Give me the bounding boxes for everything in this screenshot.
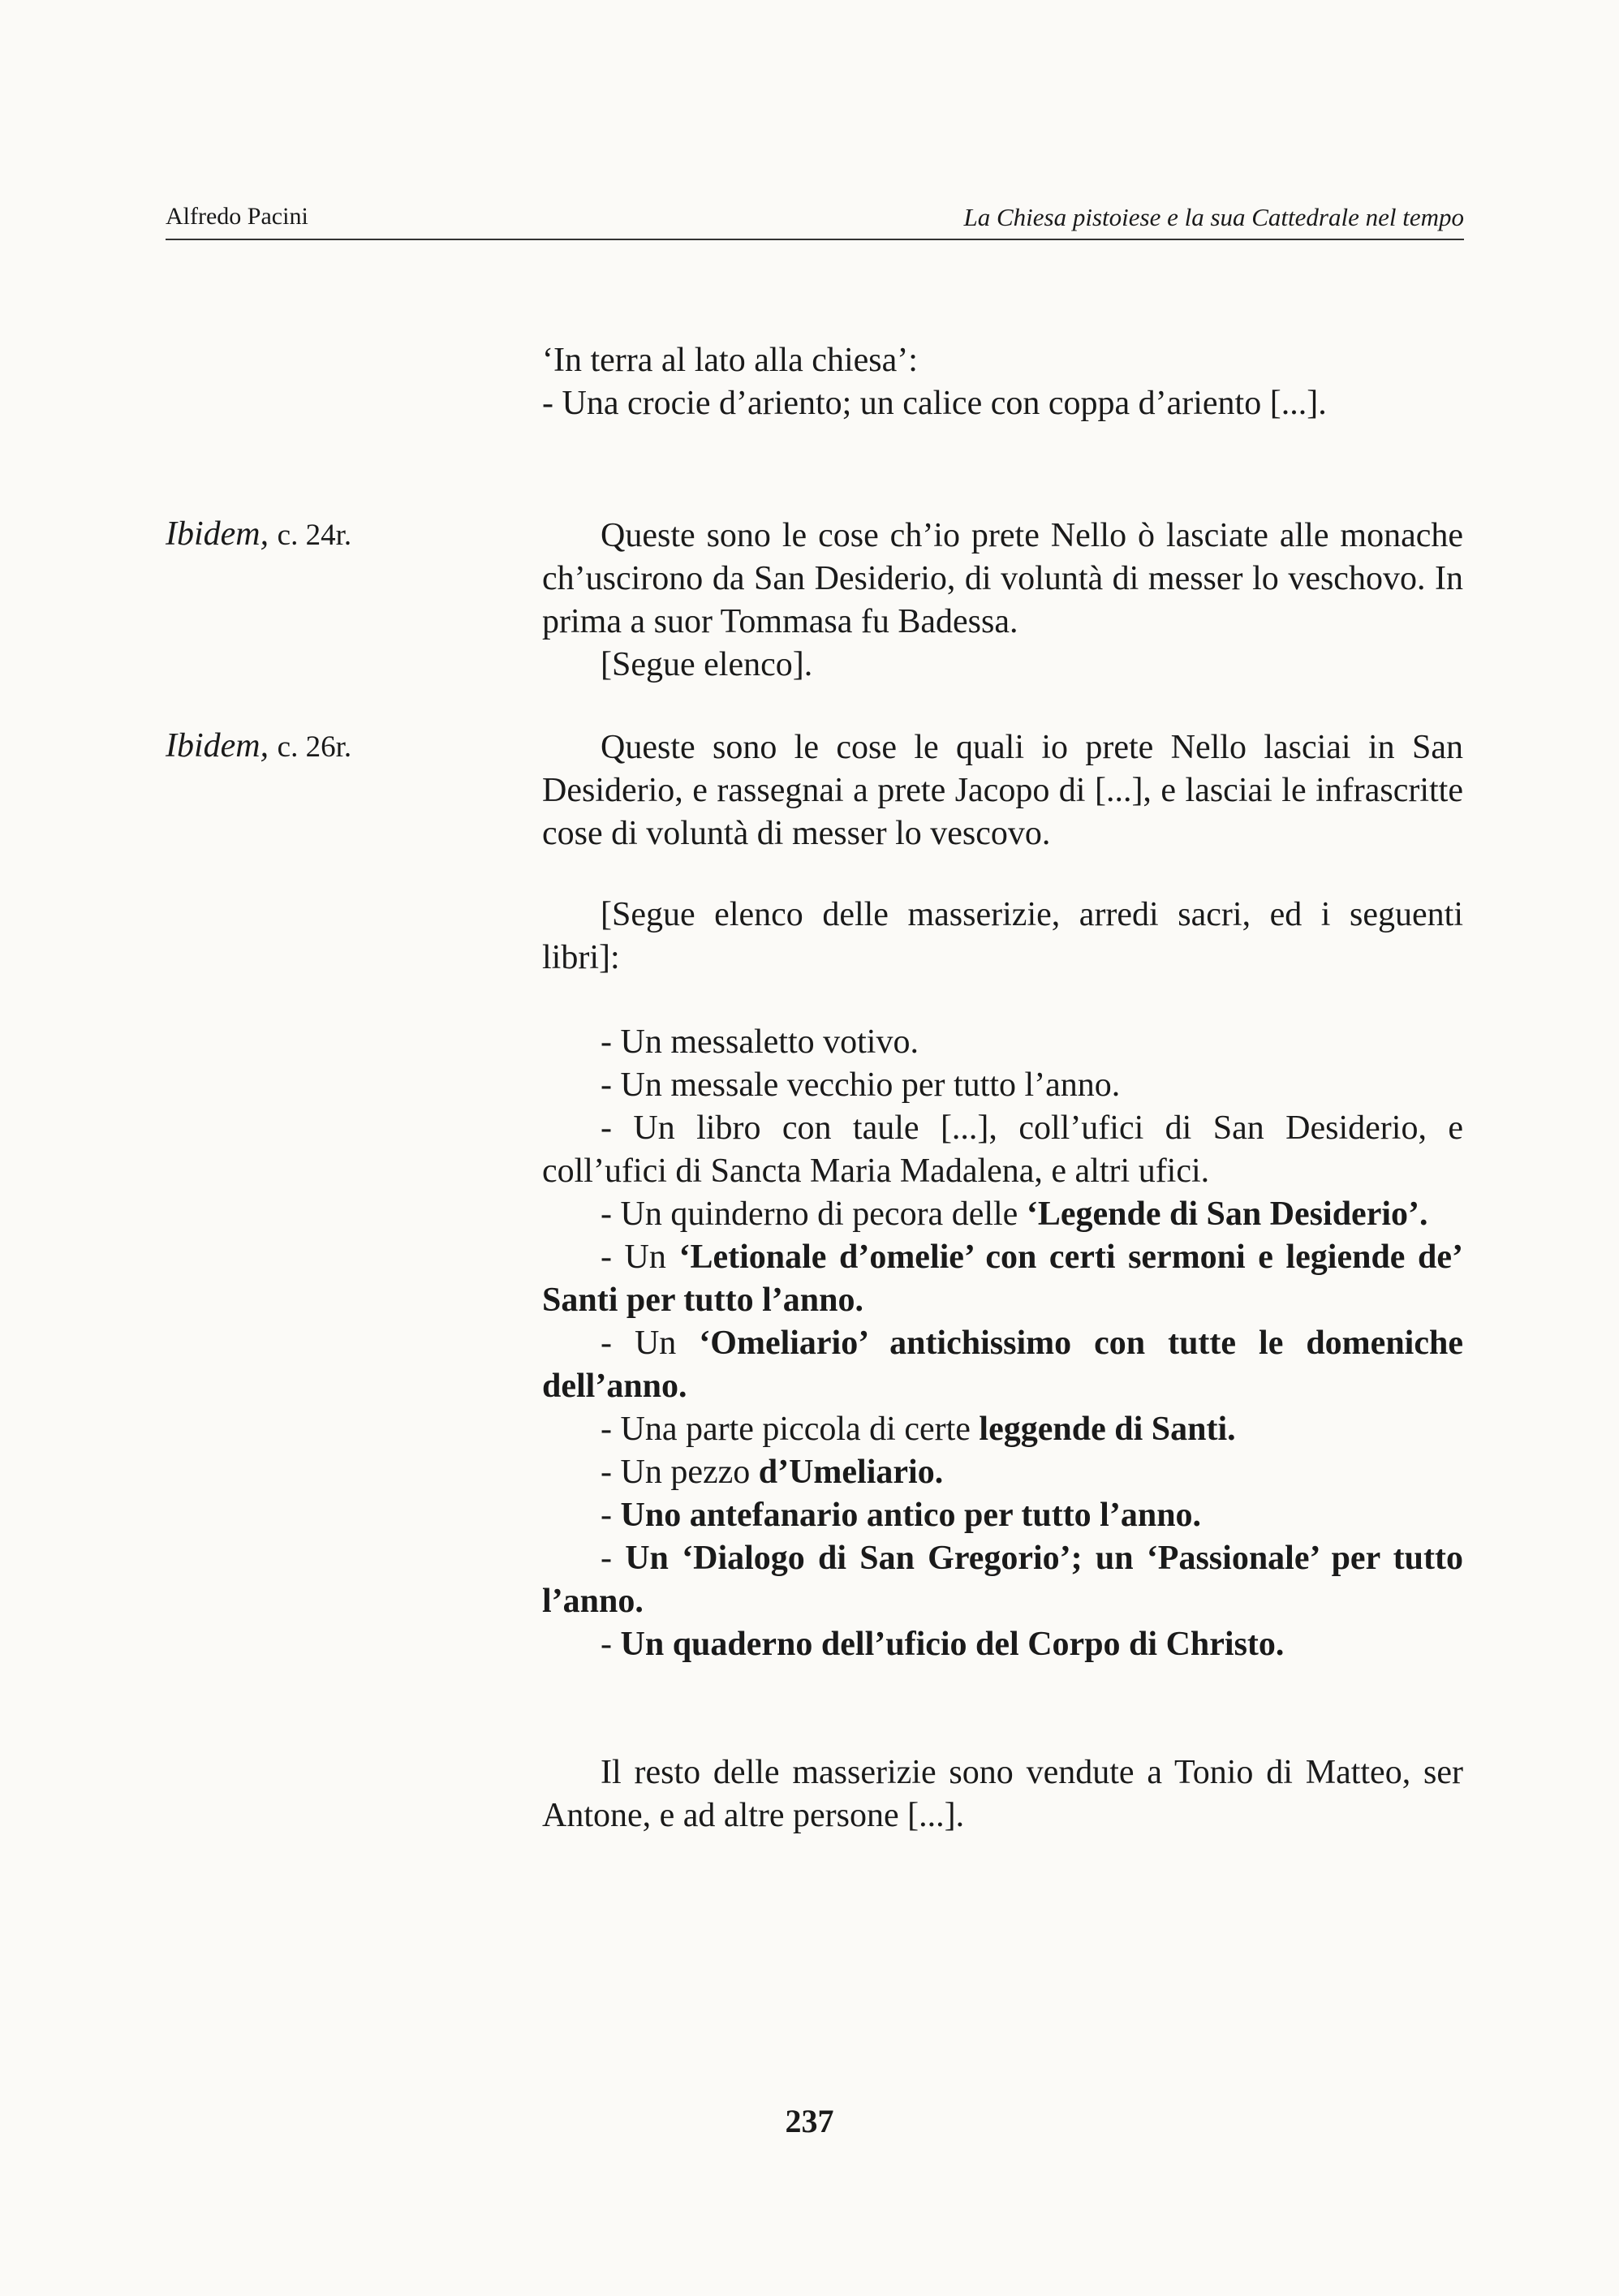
intro-line-1: ‘In terra al lato alla chiesa’: bbox=[542, 342, 918, 379]
list-item: - Uno antefanario antico per tutto l’anno. bbox=[601, 1497, 1202, 1534]
margin-note-2 bbox=[166, 726, 351, 765]
list-item: - Un libro con taule [...], coll’ufici di San Desiderio, e coll’ufici di Sancta Maria Madalena, e altri ufici. bbox=[542, 1109, 1463, 1190]
paragraph-1-followup: [Segue elenco]. bbox=[601, 646, 813, 683]
page-number: 237 bbox=[785, 2103, 834, 2139]
paragraph-3-text: [Segue elenco delle masserizie, arredi sacri, ed i seguenti libri]: bbox=[542, 896, 1463, 976]
paragraph-4-text: Il resto delle masserizie sono vendute a Tonio di Matteo, ser Antone, e ad altre persone [...]. bbox=[542, 1754, 1463, 1834]
list-item: - Un ‘Omeliario’ antichissimo con tutte le domeniche dell’anno. bbox=[542, 1325, 1463, 1405]
paragraph-2 bbox=[542, 726, 1463, 855]
intro-line-2: - Una crocie d’ariento; un calice con coppa d’ariento [...]. bbox=[542, 385, 1327, 422]
list-item: - Un quinderno di pecora delle ‘Legende di San Desiderio’. bbox=[601, 1195, 1428, 1233]
header-author: Alfredo Pacini bbox=[166, 203, 308, 230]
intro-block bbox=[542, 339, 1463, 425]
paragraph-2-text: Queste sono le cose le quali io prete Nello lasciai in San Desiderio, e rassegnai a prete Jacopo di [...], e lasciai le infrascritte cose di voluntà di messer lo vescovo. bbox=[542, 729, 1463, 852]
note-2-ref: c. 26r. bbox=[277, 730, 352, 764]
paragraph-1 bbox=[542, 515, 1463, 687]
header-title: La Chiesa pistoiese e la sua Cattedrale nel tempo bbox=[963, 203, 1464, 231]
running-header bbox=[166, 201, 1464, 240]
margin-note-1 bbox=[166, 515, 351, 554]
paragraph-4 bbox=[542, 1751, 1463, 1837]
book-list bbox=[542, 1021, 1463, 1666]
note-2-work: Ibidem, bbox=[166, 727, 269, 765]
paragraph-3 bbox=[542, 894, 1463, 980]
paragraph-1-text: Queste sono le cose ch’io prete Nello ò lasciate alle monache ch’uscirono da San Desiderio, di voluntà di messer lo veschovo. In prima a suor Tommasa fu Badessa. bbox=[542, 517, 1463, 640]
note-1-ref: c. 24r. bbox=[277, 519, 352, 552]
list-item: - Un pezzo d’Umeliario. bbox=[601, 1454, 944, 1491]
list-item: - Un messale vecchio per tutto l’anno. bbox=[601, 1066, 1121, 1104]
list-item: - Una parte piccola di certe leggende di Santi. bbox=[601, 1411, 1236, 1448]
list-item: - Un ‘Letionale d’omelie’ con certi sermoni e legiende de’ Santi per tutto l’anno. bbox=[542, 1238, 1463, 1319]
list-item: - Un quaderno dell’uficio del Corpo di Christo. bbox=[601, 1626, 1285, 1663]
list-item: - Un messaletto votivo. bbox=[601, 1023, 919, 1061]
list-item: - Un ‘Dialogo di San Gregorio’; un ‘Passionale’ per tutto l’anno. bbox=[542, 1540, 1463, 1620]
note-1-work: Ibidem, bbox=[166, 515, 269, 553]
